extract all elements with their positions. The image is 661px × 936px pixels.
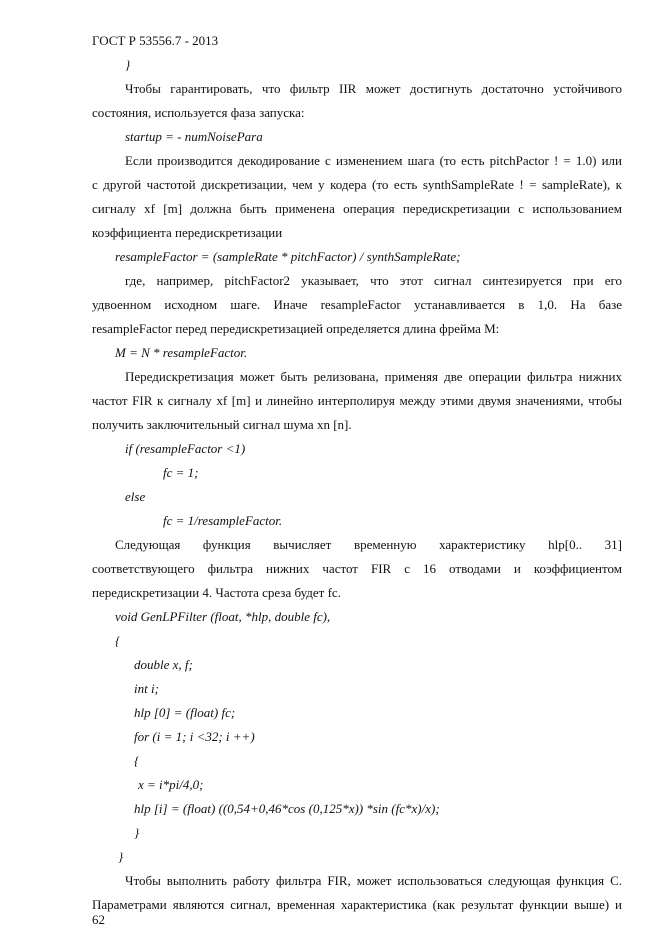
text-line: } — [125, 57, 131, 72]
text-line: соответствующего фильтра нижних частот FIR с 16 отводами и коэффициентом — [92, 561, 622, 576]
text-line: void GenLPFilter (float, *hlp, double fc), — [115, 609, 331, 624]
text-line: состояния, используется фаза запуска: — [92, 105, 305, 120]
text-line: Чтобы гарантировать, что фильтр IIR может достигнуть достаточно устойчивого — [125, 81, 622, 96]
page-header: ГОСТ Р 53556.7 - 2013 — [92, 33, 219, 48]
text-line: if (resampleFactor <1) — [125, 441, 246, 456]
text-line: { — [134, 753, 140, 768]
text-line: double x, f; — [134, 657, 193, 672]
text-line: startup = - numNoisePara — [125, 129, 263, 144]
text-line: else — [125, 489, 146, 504]
text-line: Передискретизация может быть релизована, применяя две операции фильтра нижних — [125, 369, 622, 384]
text-line: resampleFactor перед передискретизацией определяется длина фрейма M: — [92, 321, 500, 336]
text-line: с другой частотой дискретизации, чем у кодера (то есть synthSampleRate ! = sampleRate), к — [92, 177, 622, 192]
text-line: сигналу xf [m] должна быть применена операция передискретизации с использованием — [92, 201, 622, 216]
text-line: где, например, pitchFactor2 указывает, что этот сигнал синтезируется при его — [125, 273, 622, 288]
text-line: M = N * resampleFactor. — [115, 345, 248, 360]
text-line: удвоенном исходном шаге. Иначе resampleFactor устанавливается в 1,0. На базе — [92, 297, 622, 312]
text-line: Параметрами являются сигнал, временная характеристика (как результат функции выше) и — [92, 897, 622, 912]
text-line: hlp [i] = (float) ((0,54+0,46*cos (0,125*x)) *sin (fc*x)/x); — [134, 801, 440, 816]
text-line: x = i*pi/4,0; — [138, 777, 204, 792]
page-number: 62 — [92, 912, 105, 927]
text-line: частот FIR к сигналу xf [m] и линейно интерполируя между этими двумя значениями, чтобы — [92, 393, 622, 408]
text-line: Следующая функция вычисляет временную характеристику hlp[0.. 31] — [115, 537, 622, 552]
text-line: Если производится декодирование с изменением шага (то есть pitchPactor ! = 1.0) или — [125, 153, 622, 168]
text-line: resampleFactor = (sampleRate * pitchFactor) / synthSampleRate; — [115, 249, 461, 264]
text-line: получить заключительный сигнал шума xn [n]. — [92, 417, 352, 432]
text-line: int i; — [134, 681, 159, 696]
text-line: fc = 1; — [163, 465, 199, 480]
text-line: hlp [0] = (float) fc; — [134, 705, 236, 720]
text-line: коэффициента передискретизации — [92, 225, 283, 240]
text-line: Чтобы выполнить работу фильтра FIR, может использоваться следующая функция C. — [125, 873, 622, 888]
text-line: fc = 1/resampleFactor. — [163, 513, 283, 528]
text-line: передискретизации 4. Частота среза будет fc. — [92, 585, 341, 600]
text-line: } — [134, 825, 140, 840]
text-line: } — [118, 849, 124, 864]
text-line: for (i = 1; i <32; i ++) — [134, 729, 255, 744]
text-line: { — [115, 633, 121, 648]
